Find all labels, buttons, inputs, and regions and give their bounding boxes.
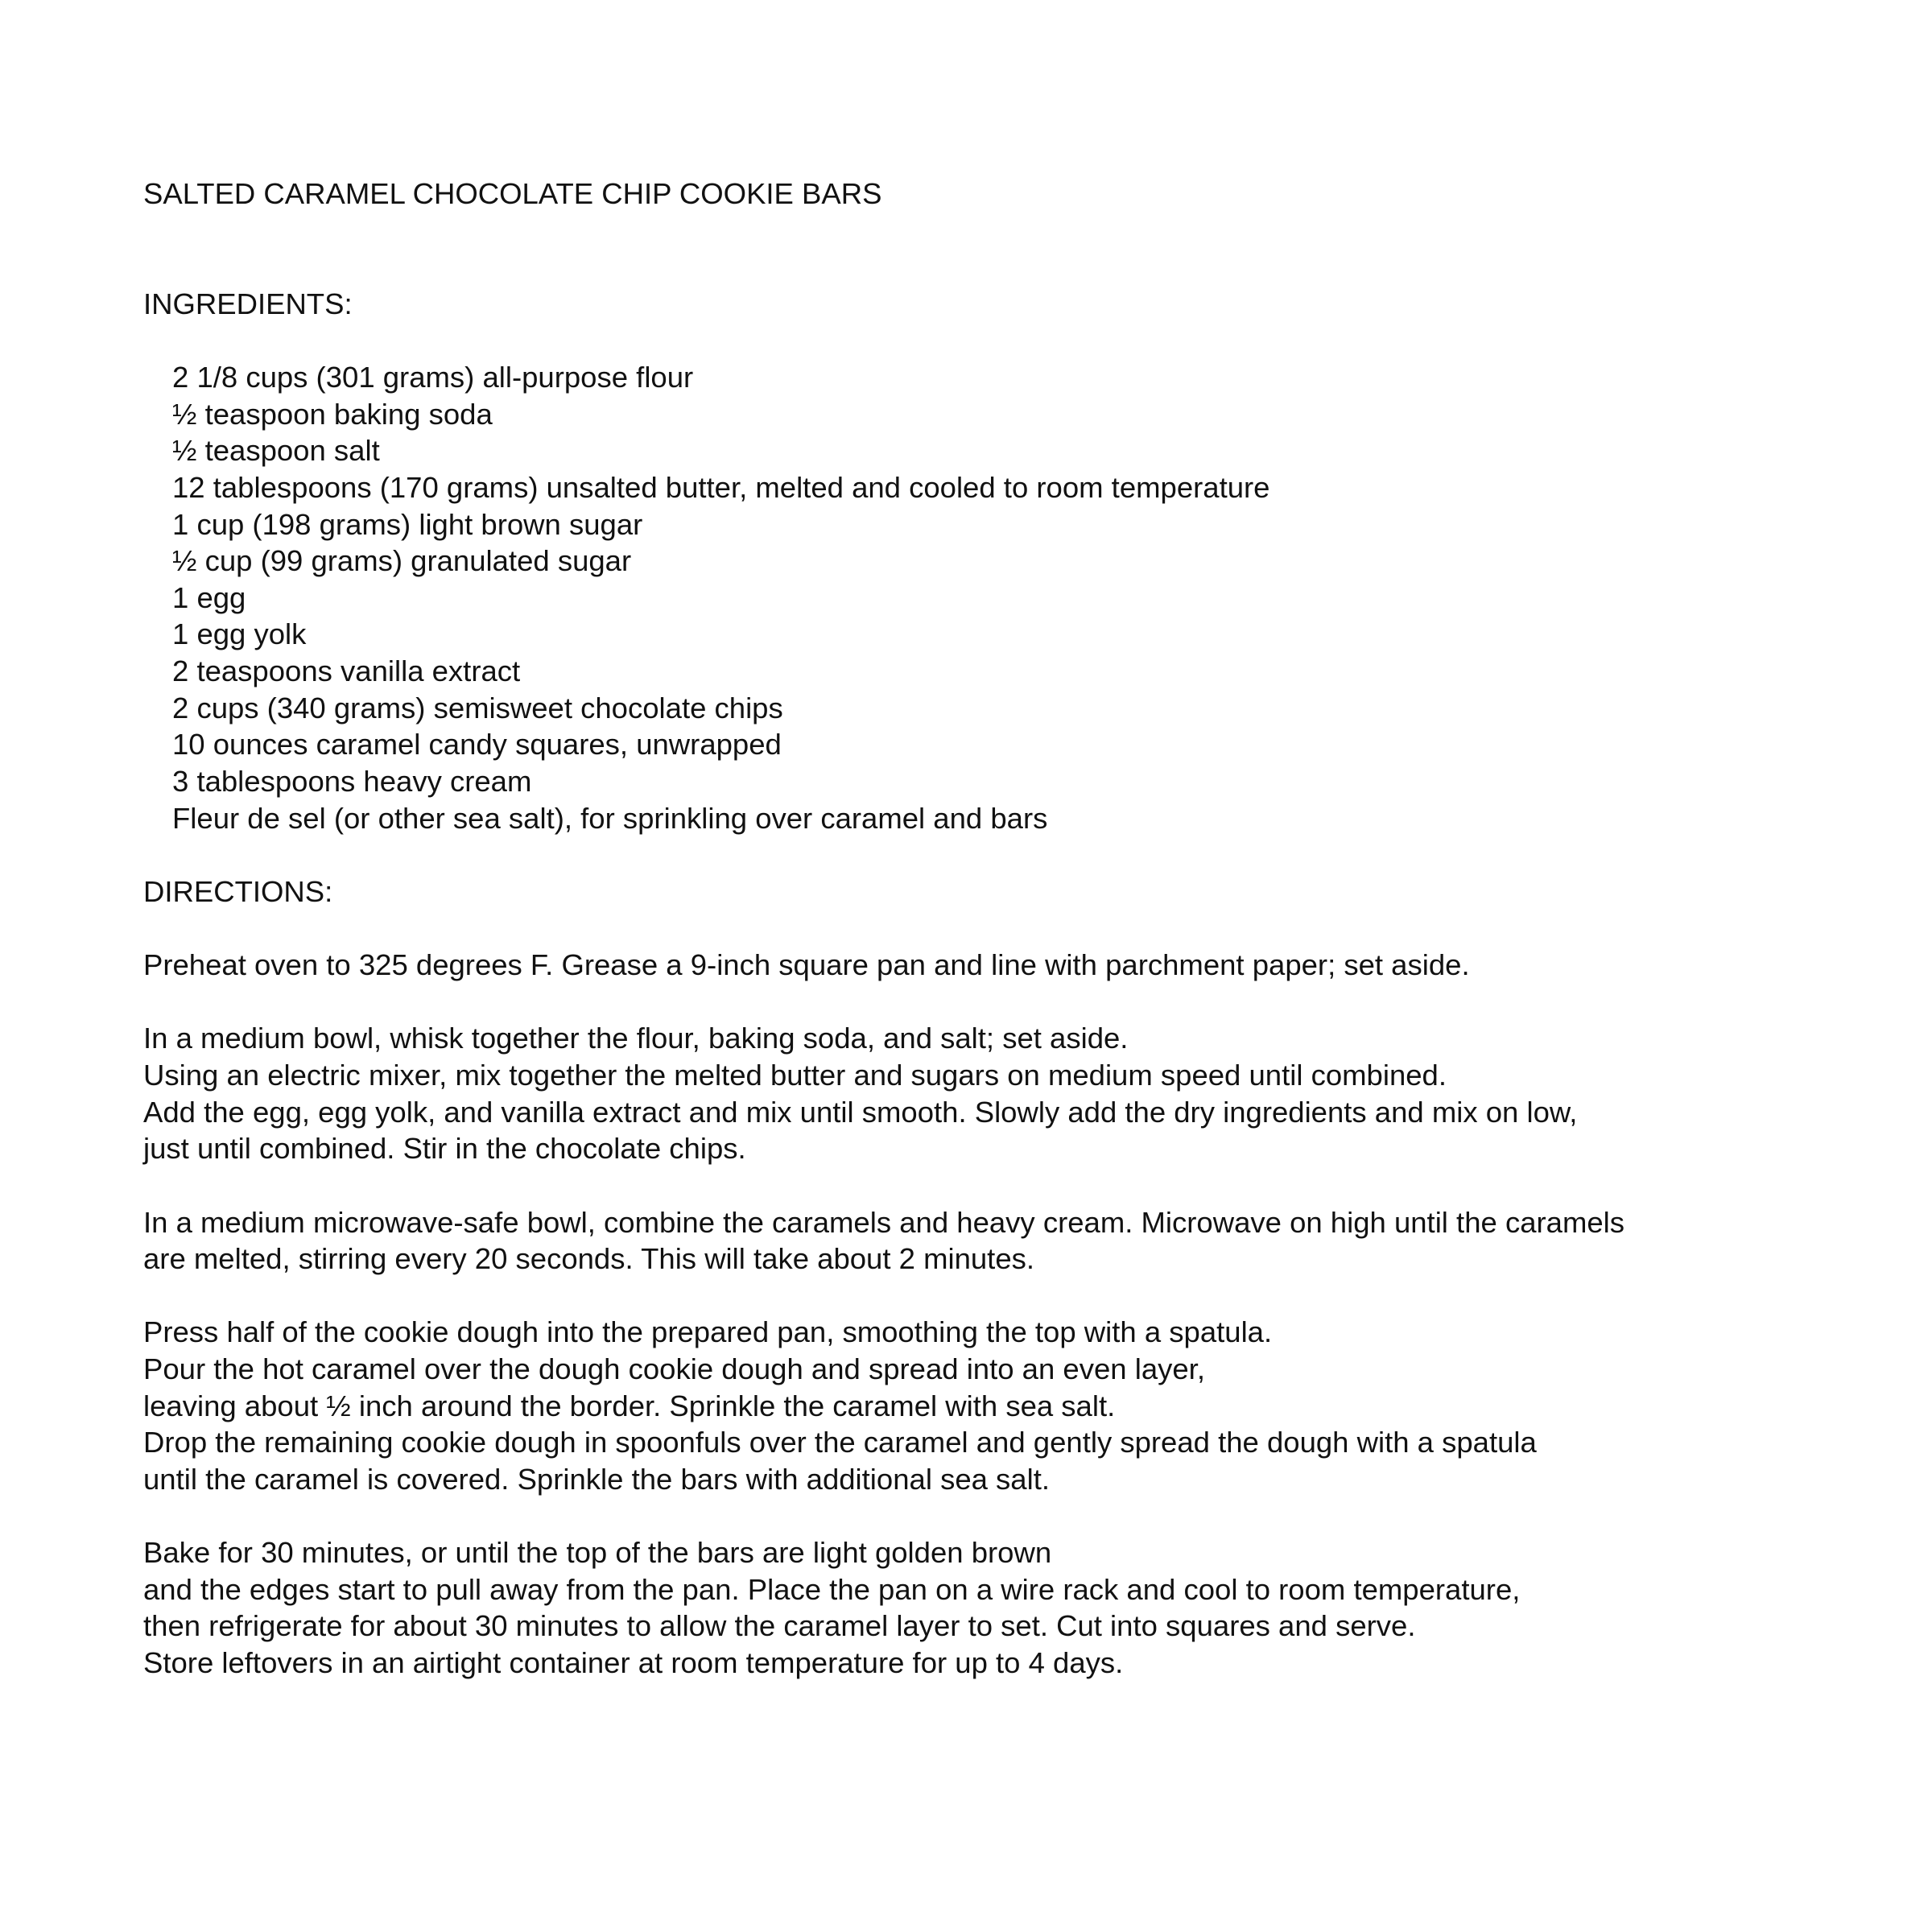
directions-heading: DIRECTIONS: <box>143 875 333 908</box>
direction-line: Using an electric mixer, mix together the melted butter and sugars on medium speed until combined. <box>143 1059 1447 1092</box>
direction-line: just until combined. Stir in the chocolate chips. <box>143 1132 746 1165</box>
direction-line: Press half of the cookie dough into the prepared pan, smoothing the top with a spatula. <box>143 1315 1273 1348</box>
direction-line: then refrigerate for about 30 minutes to allow the caramel layer to set. Cut into squares and serve. <box>143 1609 1416 1642</box>
ingredient-item: 1 egg <box>172 581 246 614</box>
direction-line: Add the egg, egg yolk, and vanilla extract and mix until smooth. Slowly add the dry ingredients and mix on low, <box>143 1096 1578 1129</box>
direction-line: leaving about ½ inch around the border. Sprinkle the caramel with sea salt. <box>143 1389 1116 1422</box>
ingredient-item: 2 1/8 cups (301 grams) all-purpose flour <box>172 361 694 394</box>
ingredients-heading: INGREDIENTS: <box>143 287 353 320</box>
direction-line: and the edges start to pull away from the pan. Place the pan on a wire rack and cool to room temperature, <box>143 1573 1521 1606</box>
direction-line: Bake for 30 minutes, or until the top of the bars are light golden brown <box>143 1536 1052 1569</box>
ingredient-item: Fleur de sel (or other sea salt), for sprinkling over caramel and bars <box>172 802 1048 835</box>
recipe-title: SALTED CARAMEL CHOCOLATE CHIP COOKIE BARS <box>143 177 882 210</box>
direction-line: In a medium bowl, whisk together the flour, baking soda, and salt; set aside. <box>143 1022 1129 1055</box>
direction-line: are melted, stirring every 20 seconds. This will take about 2 minutes. <box>143 1242 1035 1275</box>
ingredient-item: 12 tablespoons (170 grams) unsalted butter, melted and cooled to room temperature <box>172 471 1270 504</box>
direction-line: In a medium microwave-safe bowl, combine the caramels and heavy cream. Microwave on high until the caramels <box>143 1206 1625 1239</box>
ingredient-item: 1 egg yolk <box>172 617 307 650</box>
direction-line: until the caramel is covered. Sprinkle the bars with additional sea salt. <box>143 1463 1050 1496</box>
ingredient-item: 3 tablespoons heavy cream <box>172 765 532 798</box>
ingredient-item: ½ teaspoon salt <box>172 434 380 467</box>
direction-line: Preheat oven to 325 degrees F. Grease a 9-inch square pan and line with parchment paper; set aside. <box>143 948 1470 981</box>
ingredient-item: 2 teaspoons vanilla extract <box>172 654 521 687</box>
ingredient-item: 1 cup (198 grams) light brown sugar <box>172 508 643 541</box>
ingredient-item: 10 ounces caramel candy squares, unwrapped <box>172 728 782 761</box>
ingredient-item: ½ cup (99 grams) granulated sugar <box>172 544 632 577</box>
direction-line: Store leftovers in an airtight container at room temperature for up to 4 days. <box>143 1646 1124 1679</box>
direction-line: Drop the remaining cookie dough in spoonfuls over the caramel and gently spread the dough with a spatula <box>143 1426 1537 1459</box>
direction-line: Pour the hot caramel over the dough cookie dough and spread into an even layer, <box>143 1352 1205 1385</box>
ingredient-item: ½ teaspoon baking soda <box>172 398 493 431</box>
ingredient-item: 2 cups (340 grams) semisweet chocolate chips <box>172 691 783 724</box>
